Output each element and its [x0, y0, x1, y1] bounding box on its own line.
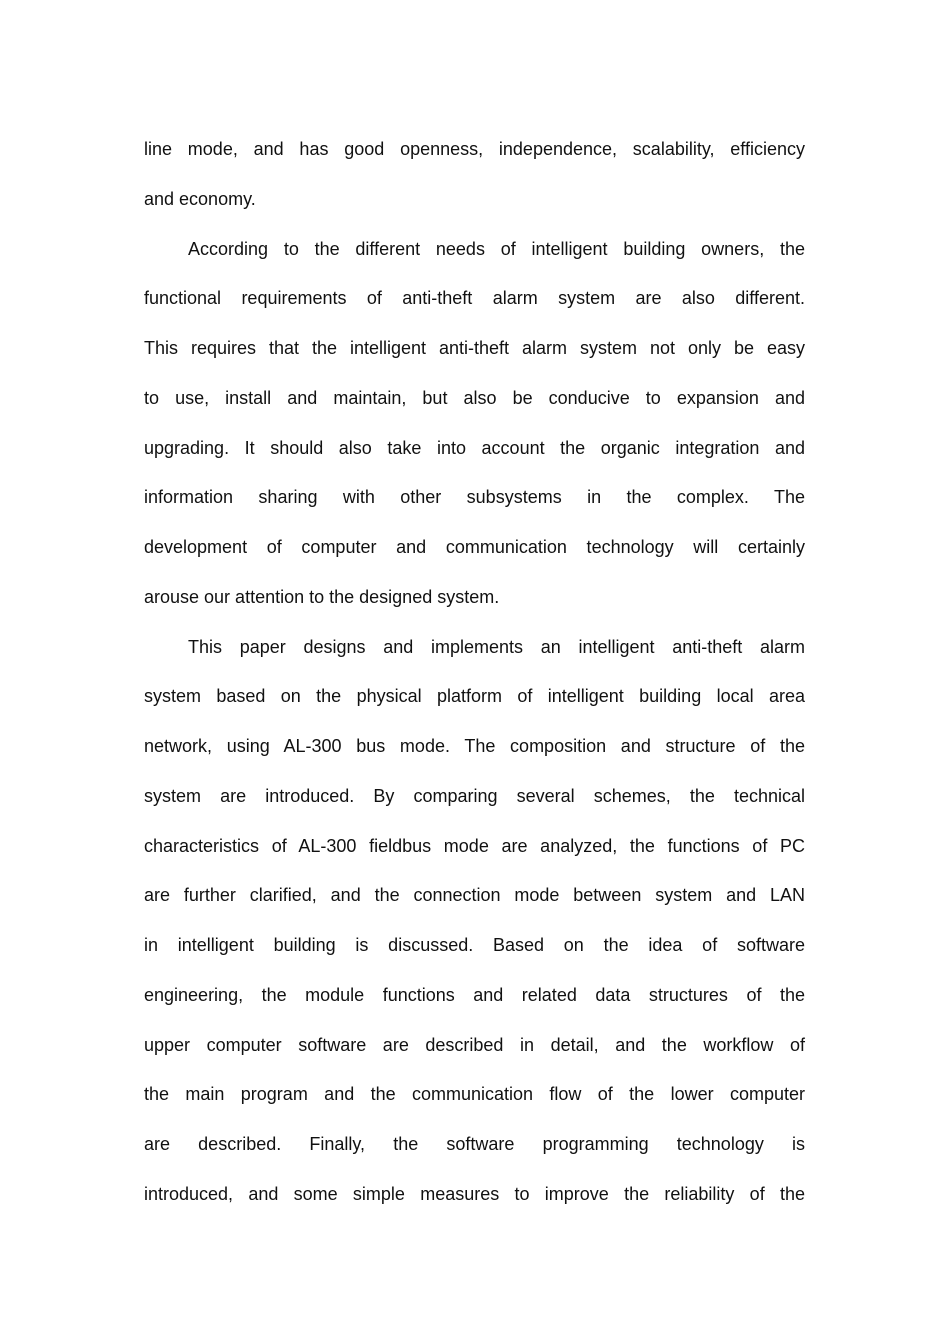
text-line: information sharing with other subsystems in the complex. The: [144, 487, 805, 508]
text-line: the main program and the communication flow of the lower computer: [144, 1084, 805, 1105]
text-line: introduced, and some simple measures to improve the reliability of the: [144, 1183, 805, 1204]
text-line: system are introduced. By comparing several schemes, the technical: [144, 785, 805, 806]
text-line: This requires that the intelligent anti-theft alarm system not only be easy: [144, 338, 805, 358]
paragraph: [144, 225, 805, 623]
text-line: system based on the physical platform of intelligent building local area: [144, 686, 805, 707]
text-line: to use, install and maintain, but also be conducive to expansion and: [144, 387, 805, 408]
text-line: engineering, the module functions and related data structures of the: [144, 984, 805, 1005]
text-line: characteristics of AL-300 fieldbus mode are analyzed, the functions of PC: [144, 835, 805, 856]
text-line: development of computer and communication technology will certainly: [144, 537, 805, 557]
text-line: upgrading. It should also take into account the organic integration and: [144, 437, 805, 458]
text-line: According to the different needs of intelligent building owners, the: [188, 238, 805, 259]
text-line: arouse our attention to the designed system.: [144, 586, 500, 607]
text-line: upper computer software are described in detail, and the workflow of: [144, 1034, 805, 1055]
text-line: functional requirements of anti-theft alarm system are also different.: [144, 288, 805, 309]
text-line: are described. Finally, the software programming technology is: [144, 1134, 805, 1154]
text-line: line mode, and has good openness, independence, scalability, efficiency: [144, 139, 805, 159]
text-line: This paper designs and implements an intelligent anti-theft alarm: [188, 636, 805, 657]
paragraph: [144, 623, 805, 1220]
text-line: and economy.: [144, 188, 256, 209]
text-line: in intelligent building is discussed. Based on the idea of software: [144, 935, 805, 955]
text-line: are further clarified, and the connection mode between system and LAN: [144, 885, 805, 906]
document-page: [144, 125, 805, 1220]
text-line: network, using AL-300 bus mode. The composition and structure of the: [144, 736, 805, 756]
paragraph: [144, 125, 805, 225]
